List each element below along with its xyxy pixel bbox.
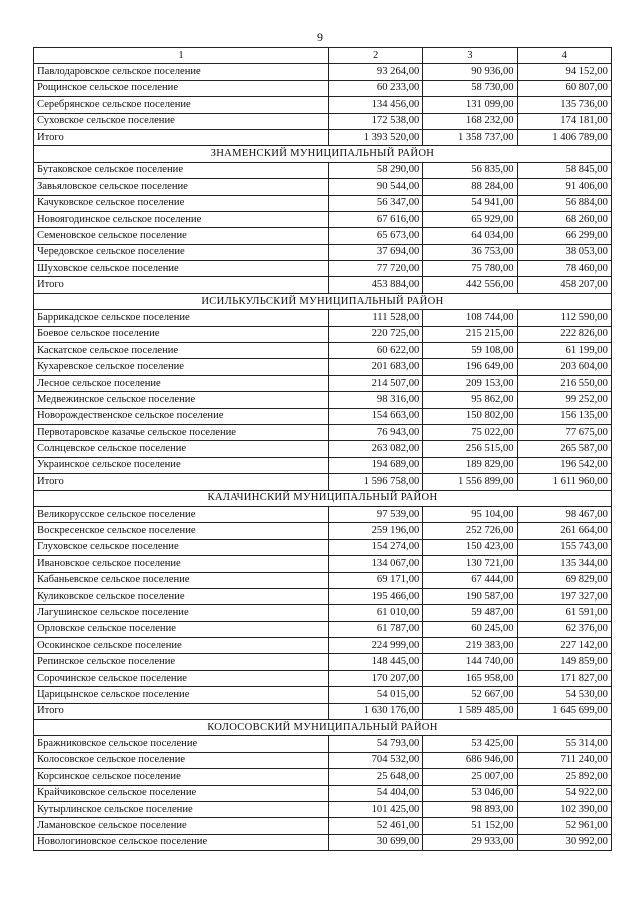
value-cell-col4: 98 467,00 [517, 506, 611, 522]
settlement-name: Глуховское сельское поселение [34, 539, 329, 555]
value-cell-col3: 1 589 485,00 [423, 703, 517, 719]
table-row [34, 80, 612, 96]
value-cell-col3: 209 153,00 [423, 375, 517, 391]
value-cell-col2: 1 596 758,00 [329, 474, 423, 490]
value-cell-col3: 165 958,00 [423, 670, 517, 686]
value-cell-col3: 58 730,00 [423, 80, 517, 96]
settlement-name: Колосовское сельское поселение [34, 752, 329, 768]
table-row [34, 343, 612, 359]
value-cell-col4: 1 406 789,00 [517, 129, 611, 145]
settlement-name: Первотаровское казачье сельское поселение [34, 424, 329, 440]
value-cell-col4: 102 390,00 [517, 801, 611, 817]
table-row [34, 244, 612, 260]
budget-table [33, 47, 612, 851]
table-row [34, 113, 612, 129]
table-row [34, 457, 612, 473]
settlement-name: Воскресенское сельское поселение [34, 523, 329, 539]
table-row [34, 424, 612, 440]
district-heading-row [34, 293, 612, 309]
value-cell-col3: 56 835,00 [423, 162, 517, 178]
total-row [34, 703, 612, 719]
value-cell-col4: 112 590,00 [517, 310, 611, 326]
value-cell-col4: 155 743,00 [517, 539, 611, 555]
settlement-name: Солнцевское сельское поселение [34, 441, 329, 457]
table-row [34, 752, 612, 768]
table-row [34, 375, 612, 391]
value-cell-col3: 52 667,00 [423, 687, 517, 703]
value-cell-col3: 130 721,00 [423, 556, 517, 572]
settlement-name: Ивановское сельское поселение [34, 556, 329, 572]
table-row [34, 195, 612, 211]
value-cell-col3: 53 046,00 [423, 785, 517, 801]
value-cell-col4: 203 604,00 [517, 359, 611, 375]
value-cell-col4: 38 053,00 [517, 244, 611, 260]
value-cell-col4: 56 884,00 [517, 195, 611, 211]
value-cell-col4: 94 152,00 [517, 64, 611, 80]
value-cell-col2: 69 171,00 [329, 572, 423, 588]
value-cell-col2: 101 425,00 [329, 801, 423, 817]
total-label: Итого [34, 277, 329, 293]
table-row [34, 64, 612, 80]
value-cell-col3: 144 740,00 [423, 654, 517, 670]
value-cell-col3: 686 946,00 [423, 752, 517, 768]
value-cell-col3: 95 862,00 [423, 392, 517, 408]
value-cell-col2: 56 347,00 [329, 195, 423, 211]
value-cell-col2: 93 264,00 [329, 64, 423, 80]
value-cell-col3: 168 232,00 [423, 113, 517, 129]
value-cell-col4: 196 542,00 [517, 457, 611, 473]
value-cell-col3: 64 034,00 [423, 228, 517, 244]
settlement-name: Кабаньевское сельское поселение [34, 572, 329, 588]
table-row [34, 670, 612, 686]
settlement-name: Боевое сельское поселение [34, 326, 329, 342]
value-cell-col3: 442 556,00 [423, 277, 517, 293]
value-cell-col4: 61 199,00 [517, 343, 611, 359]
total-label: Итого [34, 129, 329, 145]
settlement-name: Шуховское сельское поселение [34, 261, 329, 277]
value-cell-col3: 131 099,00 [423, 97, 517, 113]
value-cell-col2: 37 694,00 [329, 244, 423, 260]
header-cell-3: 3 [423, 48, 517, 64]
value-cell-col2: 90 544,00 [329, 179, 423, 195]
value-cell-col2: 220 725,00 [329, 326, 423, 342]
table-row [34, 572, 612, 588]
value-cell-col3: 59 487,00 [423, 605, 517, 621]
value-cell-col2: 61 787,00 [329, 621, 423, 637]
value-cell-col4: 66 299,00 [517, 228, 611, 244]
table-row [34, 801, 612, 817]
table-row [34, 687, 612, 703]
table-row [34, 785, 612, 801]
value-cell-col3: 36 753,00 [423, 244, 517, 260]
district-heading-row [34, 720, 612, 736]
value-cell-col2: 25 648,00 [329, 769, 423, 785]
settlement-name: Новоягодинское сельское поселение [34, 211, 329, 227]
value-cell-col3: 75 780,00 [423, 261, 517, 277]
value-cell-col2: 52 461,00 [329, 818, 423, 834]
settlement-name: Орловское сельское поселение [34, 621, 329, 637]
settlement-name: Баррикадское сельское поселение [34, 310, 329, 326]
page-number: 9 [317, 30, 323, 44]
settlement-name: Каскатское сельское поселение [34, 343, 329, 359]
value-cell-col2: 60 622,00 [329, 343, 423, 359]
value-cell-col2: 195 466,00 [329, 588, 423, 604]
settlement-name: Рощинское сельское поселение [34, 80, 329, 96]
value-cell-col4: 265 587,00 [517, 441, 611, 457]
table-row [34, 769, 612, 785]
value-cell-col2: 1 630 176,00 [329, 703, 423, 719]
value-cell-col2: 134 067,00 [329, 556, 423, 572]
value-cell-col3: 196 649,00 [423, 359, 517, 375]
table-row [34, 834, 612, 850]
value-cell-col3: 95 104,00 [423, 506, 517, 522]
settlement-name: Ламановское сельское поселение [34, 818, 329, 834]
settlement-name: Бутаковское сельское поселение [34, 162, 329, 178]
value-cell-col3: 219 383,00 [423, 638, 517, 654]
table-row [34, 392, 612, 408]
value-cell-col4: 69 829,00 [517, 572, 611, 588]
settlement-name: Новологиновское сельское поселение [34, 834, 329, 850]
header-cell-4: 4 [517, 48, 611, 64]
value-cell-col3: 190 587,00 [423, 588, 517, 604]
value-cell-col2: 259 196,00 [329, 523, 423, 539]
value-cell-col4: 77 675,00 [517, 424, 611, 440]
settlement-name: Суховское сельское поселение [34, 113, 329, 129]
value-cell-col2: 77 720,00 [329, 261, 423, 277]
header-cell-1: 1 [34, 48, 329, 64]
district-heading: ЗНАМЕНСКИЙ МУНИЦИПАЛЬНЫЙ РАЙОН [34, 146, 612, 162]
value-cell-col4: 216 550,00 [517, 375, 611, 391]
settlement-name: Лесное сельское поселение [34, 375, 329, 391]
value-cell-col2: 97 539,00 [329, 506, 423, 522]
value-cell-col3: 256 515,00 [423, 441, 517, 457]
value-cell-col4: 227 142,00 [517, 638, 611, 654]
value-cell-col4: 30 992,00 [517, 834, 611, 850]
value-cell-col2: 54 015,00 [329, 687, 423, 703]
value-cell-col4: 174 181,00 [517, 113, 611, 129]
value-cell-col3: 215 215,00 [423, 326, 517, 342]
district-heading-row [34, 146, 612, 162]
total-label: Итого [34, 703, 329, 719]
settlement-name: Сорочинское сельское поселение [34, 670, 329, 686]
value-cell-col2: 61 010,00 [329, 605, 423, 621]
settlement-name: Новорождественское сельское поселение [34, 408, 329, 424]
settlement-name: Качуковское сельское поселение [34, 195, 329, 211]
table-row [34, 408, 612, 424]
settlement-name: Корсинское сельское поселение [34, 769, 329, 785]
district-heading: КАЛАЧИНСКИЙ МУНИЦИПАЛЬНЫЙ РАЙОН [34, 490, 612, 506]
value-cell-col4: 458 207,00 [517, 277, 611, 293]
settlement-name: Великорусское сельское поселение [34, 506, 329, 522]
value-cell-col2: 54 404,00 [329, 785, 423, 801]
settlement-name: Кухаревское сельское поселение [34, 359, 329, 375]
value-cell-col4: 99 252,00 [517, 392, 611, 408]
value-cell-col3: 25 007,00 [423, 769, 517, 785]
settlement-name: Семеновское сельское поселение [34, 228, 329, 244]
value-cell-col2: 60 233,00 [329, 80, 423, 96]
table-row [34, 179, 612, 195]
value-cell-col3: 189 829,00 [423, 457, 517, 473]
value-cell-col4: 25 892,00 [517, 769, 611, 785]
value-cell-col4: 54 922,00 [517, 785, 611, 801]
value-cell-col3: 1 358 737,00 [423, 129, 517, 145]
table-row [34, 588, 612, 604]
total-row [34, 474, 612, 490]
value-cell-col2: 58 290,00 [329, 162, 423, 178]
value-cell-col3: 108 744,00 [423, 310, 517, 326]
value-cell-col2: 170 207,00 [329, 670, 423, 686]
table-row [34, 261, 612, 277]
value-cell-col2: 453 884,00 [329, 277, 423, 293]
table-row [34, 736, 612, 752]
value-cell-col4: 60 807,00 [517, 80, 611, 96]
settlement-name: Бражниковское сельское поселение [34, 736, 329, 752]
settlement-name: Репинское сельское поселение [34, 654, 329, 670]
value-cell-col2: 67 616,00 [329, 211, 423, 227]
value-cell-col2: 111 528,00 [329, 310, 423, 326]
header-row [34, 48, 612, 64]
value-cell-col2: 201 683,00 [329, 359, 423, 375]
table-row [34, 326, 612, 342]
settlement-name: Крайчиковское сельское поселение [34, 785, 329, 801]
table-row [34, 539, 612, 555]
value-cell-col3: 98 893,00 [423, 801, 517, 817]
value-cell-col4: 1 611 960,00 [517, 474, 611, 490]
settlement-name: Лагушинское сельское поселение [34, 605, 329, 621]
value-cell-col3: 51 152,00 [423, 818, 517, 834]
value-cell-col2: 194 689,00 [329, 457, 423, 473]
settlement-name: Серебрянское сельское поселение [34, 97, 329, 113]
value-cell-col4: 156 135,00 [517, 408, 611, 424]
table-row [34, 359, 612, 375]
total-label: Итого [34, 474, 329, 490]
value-cell-col4: 197 327,00 [517, 588, 611, 604]
value-cell-col4: 1 645 699,00 [517, 703, 611, 719]
value-cell-col4: 135 736,00 [517, 97, 611, 113]
settlement-name: Царицынское сельское поселение [34, 687, 329, 703]
value-cell-col3: 88 284,00 [423, 179, 517, 195]
value-cell-col4: 78 460,00 [517, 261, 611, 277]
settlement-name: Медвежинское сельское поселение [34, 392, 329, 408]
value-cell-col2: 154 274,00 [329, 539, 423, 555]
value-cell-col3: 53 425,00 [423, 736, 517, 752]
table-row [34, 556, 612, 572]
value-cell-col4: 711 240,00 [517, 752, 611, 768]
value-cell-col3: 29 933,00 [423, 834, 517, 850]
value-cell-col4: 68 260,00 [517, 211, 611, 227]
settlement-name: Кутырлинское сельское поселение [34, 801, 329, 817]
value-cell-col4: 261 664,00 [517, 523, 611, 539]
table-row [34, 523, 612, 539]
settlement-name: Павлодаровское сельское поселение [34, 64, 329, 80]
table-row [34, 310, 612, 326]
table-row [34, 654, 612, 670]
value-cell-col2: 704 532,00 [329, 752, 423, 768]
value-cell-col2: 98 316,00 [329, 392, 423, 408]
table-row [34, 621, 612, 637]
value-cell-col3: 1 556 899,00 [423, 474, 517, 490]
value-cell-col3: 67 444,00 [423, 572, 517, 588]
value-cell-col4: 149 859,00 [517, 654, 611, 670]
settlement-name: Завьяловское сельское поселение [34, 179, 329, 195]
value-cell-col2: 154 663,00 [329, 408, 423, 424]
value-cell-col4: 55 314,00 [517, 736, 611, 752]
settlement-name: Чередовское сельское поселение [34, 244, 329, 260]
value-cell-col4: 62 376,00 [517, 621, 611, 637]
value-cell-col3: 65 929,00 [423, 211, 517, 227]
value-cell-col3: 75 022,00 [423, 424, 517, 440]
value-cell-col3: 54 941,00 [423, 195, 517, 211]
table-row [34, 162, 612, 178]
value-cell-col4: 135 344,00 [517, 556, 611, 572]
value-cell-col2: 65 673,00 [329, 228, 423, 244]
table-row [34, 638, 612, 654]
district-heading-row [34, 490, 612, 506]
value-cell-col2: 148 445,00 [329, 654, 423, 670]
value-cell-col4: 222 826,00 [517, 326, 611, 342]
total-row [34, 277, 612, 293]
settlement-name: Куликовское сельское поселение [34, 588, 329, 604]
table-row [34, 605, 612, 621]
table-row [34, 228, 612, 244]
value-cell-col4: 91 406,00 [517, 179, 611, 195]
value-cell-col2: 214 507,00 [329, 375, 423, 391]
value-cell-col2: 30 699,00 [329, 834, 423, 850]
settlement-name: Осокинское сельское поселение [34, 638, 329, 654]
value-cell-col4: 58 845,00 [517, 162, 611, 178]
value-cell-col4: 52 961,00 [517, 818, 611, 834]
header-cell-2: 2 [329, 48, 423, 64]
value-cell-col2: 263 082,00 [329, 441, 423, 457]
value-cell-col3: 59 108,00 [423, 343, 517, 359]
value-cell-col3: 60 245,00 [423, 621, 517, 637]
value-cell-col3: 252 726,00 [423, 523, 517, 539]
table-body [34, 48, 612, 851]
settlement-name: Украинское сельское поселение [34, 457, 329, 473]
total-row [34, 129, 612, 145]
table-row [34, 211, 612, 227]
value-cell-col2: 172 538,00 [329, 113, 423, 129]
value-cell-col3: 90 936,00 [423, 64, 517, 80]
district-heading: ИСИЛЬКУЛЬСКИЙ МУНИЦИПАЛЬНЫЙ РАЙОН [34, 293, 612, 309]
value-cell-col2: 224 999,00 [329, 638, 423, 654]
table-row [34, 506, 612, 522]
value-cell-col3: 150 802,00 [423, 408, 517, 424]
table-row [34, 97, 612, 113]
value-cell-col2: 1 393 520,00 [329, 129, 423, 145]
value-cell-col2: 76 943,00 [329, 424, 423, 440]
table-row [34, 441, 612, 457]
value-cell-col4: 54 530,00 [517, 687, 611, 703]
district-heading: КОЛОСОВСКИЙ МУНИЦИПАЛЬНЫЙ РАЙОН [34, 720, 612, 736]
value-cell-col2: 134 456,00 [329, 97, 423, 113]
value-cell-col2: 54 793,00 [329, 736, 423, 752]
value-cell-col3: 150 423,00 [423, 539, 517, 555]
table-row [34, 818, 612, 834]
value-cell-col4: 171 827,00 [517, 670, 611, 686]
value-cell-col4: 61 591,00 [517, 605, 611, 621]
